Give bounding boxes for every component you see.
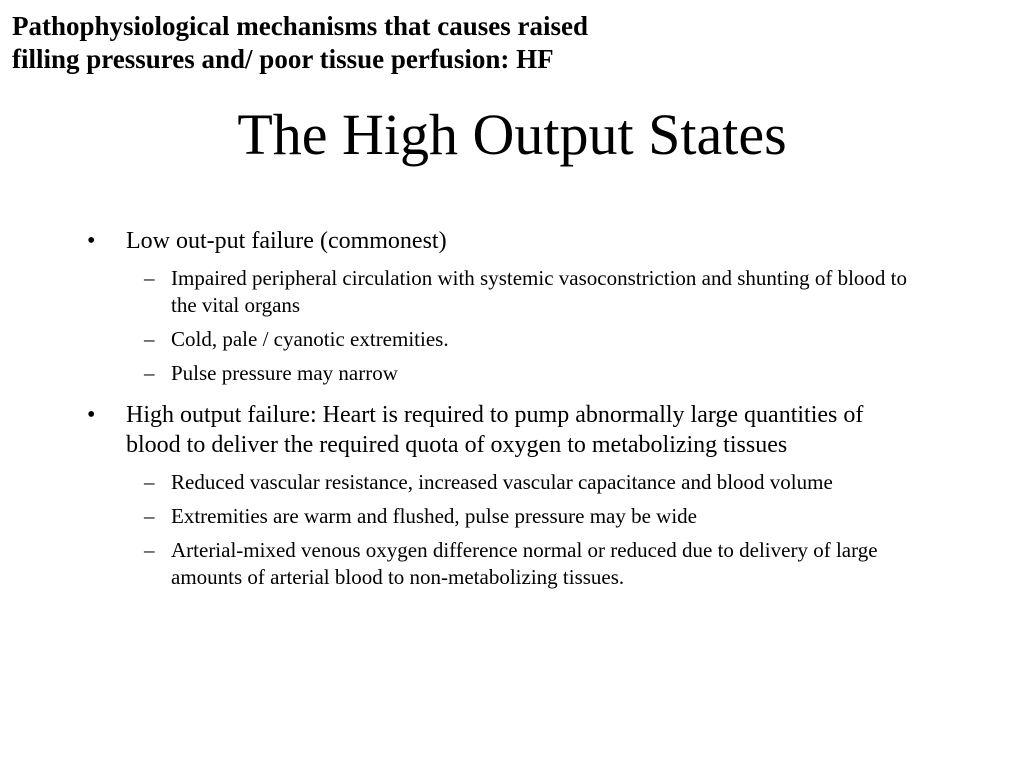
dash-icon: – <box>144 361 155 385</box>
bullet-text: High output failure: Heart is required to pump abnormally large quantities of blood to deliver the required quota of oxygen to metabolizing tissues <box>126 402 864 458</box>
bullet-item <box>87 400 886 460</box>
dash-icon: – <box>144 327 155 351</box>
dash-icon: – <box>144 538 155 562</box>
sub-bullet-item <box>144 265 911 319</box>
sub-bullet-item <box>144 360 911 387</box>
sub-bullet-text: Impaired peripheral circulation with systemic vasoconstriction and shunting of blood to the vital organs <box>171 266 907 317</box>
sub-bullet-text: Extremities are warm and flushed, pulse pressure may be wide <box>171 504 697 528</box>
bullet-dot-icon: • <box>87 402 96 428</box>
sub-bullet-item <box>144 537 911 591</box>
header-line-2: filling pressures and/ poor tissue perfusion: HF <box>12 44 554 74</box>
sub-bullet-text: Arterial-mixed venous oxygen difference normal or reduced due to delivery of large amounts of arterial blood to non-metabolizing tissues. <box>171 538 878 589</box>
header-line-1: Pathophysiological mechanisms that causes raised <box>12 11 589 41</box>
dash-icon: – <box>144 470 155 494</box>
bullet-item <box>87 226 886 256</box>
sub-bullet-item <box>144 326 911 353</box>
bullet-list <box>0 226 1024 591</box>
sub-bullet-text: Cold, pale / cyanotic extremities. <box>171 327 449 351</box>
dash-icon: – <box>144 266 155 290</box>
slide-title: The High Output States <box>237 102 787 167</box>
sub-bullet-text: Pulse pressure may narrow <box>171 361 398 385</box>
sub-bullet-text: Reduced vascular resistance, increased vascular capacitance and blood volume <box>171 470 833 494</box>
sub-bullet-item <box>144 503 911 530</box>
bullet-dot-icon: • <box>87 228 96 254</box>
dash-icon: – <box>144 504 155 528</box>
sub-bullet-item <box>144 469 911 496</box>
slide-header <box>12 10 772 76</box>
bullet-text: Low out-put failure (commonest) <box>126 228 447 254</box>
